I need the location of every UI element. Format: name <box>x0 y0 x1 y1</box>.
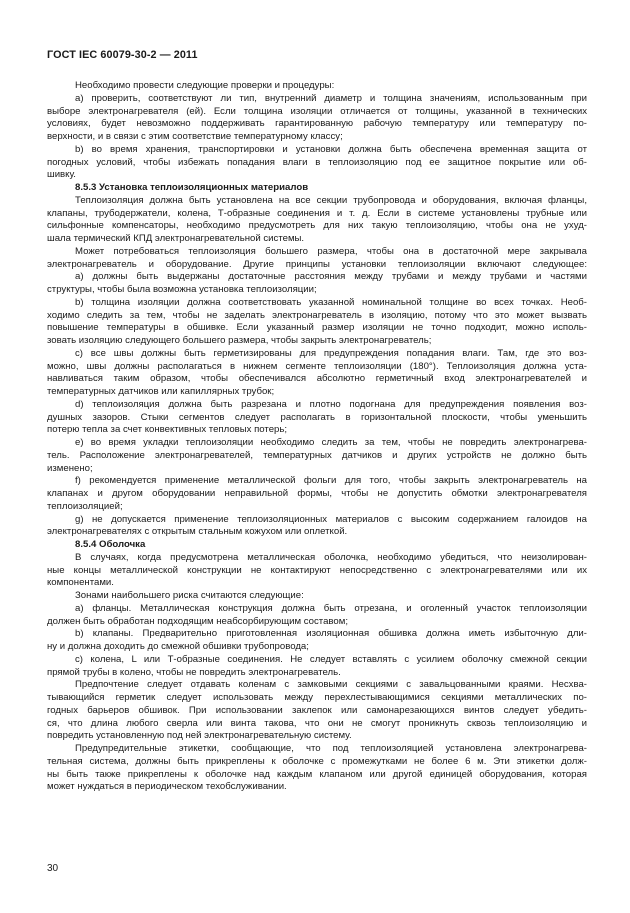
text-line: можно, швы должны располагаться в нижнем сегменте теплоизоляции (180°). Теплоизоляция должна уста- <box>47 360 587 372</box>
text-line: g) не допускается применение теплоизоляционных материалов с высоким содержанием галоидов на <box>75 513 587 525</box>
text-line: должен быть обработан подходящим неабсорбирующим составом; <box>47 615 348 627</box>
text-line: душных зазоров. Стыки сегментов следует располагать в горизонтальной плоскости, чтобы уменьшить <box>47 411 587 423</box>
text-line: e) во время укладки теплоизоляции необходимо следить за тем, чтобы не повредить электронагрева- <box>75 437 587 448</box>
text-line: теплоизоляцией; <box>47 500 123 512</box>
text-line: Теплоизоляция должна быть установлена на все секции трубопровода и оборудования, включая фланцы, <box>75 194 587 206</box>
text-line: прямой трубы в колено, чтобы не повредить электронагреватель. <box>47 666 341 678</box>
text-line: может нуждаться в периодическом техобслуживании. <box>47 781 287 793</box>
text-line: шала термический КПД электронагревательной системы. <box>47 233 305 244</box>
text-line: b) во время хранения, транспортировки и установки должна быть обеспечена временная защита от <box>75 143 587 155</box>
text-line: верхности, и в связи с этим соответствие температурному классу; <box>47 131 343 142</box>
text-line: сильфонные компенсаторы, необходимо предусмотреть для них такую теплоизоляцию, чтобы она не ухуд- <box>47 220 587 232</box>
text-line: навливаться таким образом, чтобы обеспечивался абсолютно герметичный вход электронагревателей и <box>47 373 587 385</box>
text-line: клапанах и другом оборудовании неправильной формы, чтобы не допустить обмотки электронагревателя <box>47 488 587 499</box>
document-header: ГОСТ IEC 60079-30-2 — 2011 <box>47 49 198 61</box>
text-line: b) толщина изоляции должна соответствовать указанной номинальной толщине во всех точках. Необ- <box>75 296 587 308</box>
text-line: шивку. <box>47 169 76 181</box>
text-line: потерю тепла за счет конвективных тепловых потерь; <box>47 424 288 436</box>
text-line: c) все швы должны быть герметизированы для предупреждения попадания влаги. Там, где это воз- <box>75 347 587 359</box>
text-line: ходимо следить за тем, чтобы не заделать электронагреватель в изоляцию, потому что это может вызвать <box>47 309 587 321</box>
text-line: изменено; <box>47 462 93 474</box>
text-line: тывающийся герметик следует использовать между перехлестывающимися секциями металлических по- <box>47 692 587 703</box>
text-line: d) теплоизоляция должна быть разрезана и плотно подогнана для предупреждения появления воз- <box>75 398 587 410</box>
text-line: выборе электронагревателя (ей). Если толщина изоляции отличается от толщины, указанной в технических <box>47 105 587 117</box>
text-line: повредить установленную под ней электронагревательную систему. <box>47 730 352 742</box>
text-line: тель. Расположение электронагревателей, температурных датчиков и других устройств не должно быть <box>47 449 587 461</box>
text-line: Предпочтение следует отдавать коленам с замковыми секциями с завальцованными краями. Несхва- <box>75 679 587 691</box>
text-line: a) фланцы. Металлическая конструкция должна быть отрезана, и оголенный участок теплоизоляции <box>75 602 587 614</box>
text-line: Может потребоваться теплоизоляция большего размера, чтобы она в достаточной мере закрывала <box>75 245 587 257</box>
text-line: годных барьеров обшивок. При использовании заклепок или самонарезающихся винтов следует убедить- <box>47 704 587 716</box>
text-line: Предупредительные этикетки, сообщающие, что под теплоизоляцией установлена электронагрева- <box>75 743 587 754</box>
text-line: В случаях, когда предусмотрена металлическая оболочка, необходимо убедиться, что неизолирован- <box>75 551 587 563</box>
section-heading: 8.5.3 Установка теплоизоляционных материалов <box>75 182 309 193</box>
text-line: Необходимо провести следующие проверки и процедуры: <box>75 80 335 91</box>
text-line: Зонами наибольшего риска считаются следующие: <box>75 590 304 601</box>
text-line: погодных условий, чтобы избежать попадания влаги в теплоизоляцию под ее защитное покрытие или об- <box>47 156 587 168</box>
text-line: f) рекомендуется применение металлической фольги для того, чтобы закрыть электронагреватель на <box>75 475 587 487</box>
text-line: компонентами. <box>47 577 114 589</box>
text-line: ну и должна доходить до смежной обшивки трубопровода; <box>47 641 309 652</box>
text-line: ные концы металлической конструкции не контактируют непосредственно с электронагревателями или их <box>47 564 587 576</box>
text-line: условиях, будет невозможно поддерживать гарантированную рабочую температуру или температуру по- <box>47 118 587 130</box>
text-line: ся, что длина любого сверла или винта такова, что они не смогут проникнуть сквозь теплоизоляцию и <box>47 717 587 729</box>
text-line: структуры, чтобы была возможна установка теплоизоляции; <box>47 284 317 295</box>
text-line: температурных датчиков или капиллярных трубок; <box>47 386 275 397</box>
text-line: c) колена, L или Т-образные соединения. Не следует вставлять с усилием оболочку смежной секции <box>75 653 587 665</box>
text-line: повышение температуры в обшивке. Если указанный размер изоляции не точно подходит, можно исполь- <box>47 322 587 334</box>
page-number: 30 <box>47 863 59 874</box>
section-heading: 8.5.4 Оболочка <box>75 539 146 550</box>
text-line: тельная система, должны быть прикреплены к оболочке с промежутками не более 6 м. Эти этикетки долж- <box>47 755 587 767</box>
text-line: a) проверить, соответствуют ли тип, внутренний диаметр и толщина значениям, использованным при <box>75 92 587 104</box>
text-line: зовать изоляцию следующего большего размера, чтобы закрыть электронагреватель; <box>47 335 432 346</box>
text-line: электронагреватель и оборудование. Другие принципы установки теплоизоляции включают следующее: <box>47 258 587 270</box>
text-line: клапаны, трубодержатели, колена, Т-образные соединения и т. д. Если в системе установлены трубные или <box>47 207 587 219</box>
text-line: b) клапаны. Предварительно приготовленная изоляционная обшивка должна иметь избыточную дли- <box>75 628 587 640</box>
text-line: ны быть также прикреплены к оболочке над каждым клапаном или другой единицей оборудования, которая <box>47 768 587 780</box>
text-line: a) должны быть выдержаны достаточные расстояния между трубами и между трубами и частями <box>75 271 587 283</box>
text-line: электронагревателях с открытым стальным кожухом или оплеткой. <box>47 526 348 538</box>
document-body <box>47 80 587 794</box>
